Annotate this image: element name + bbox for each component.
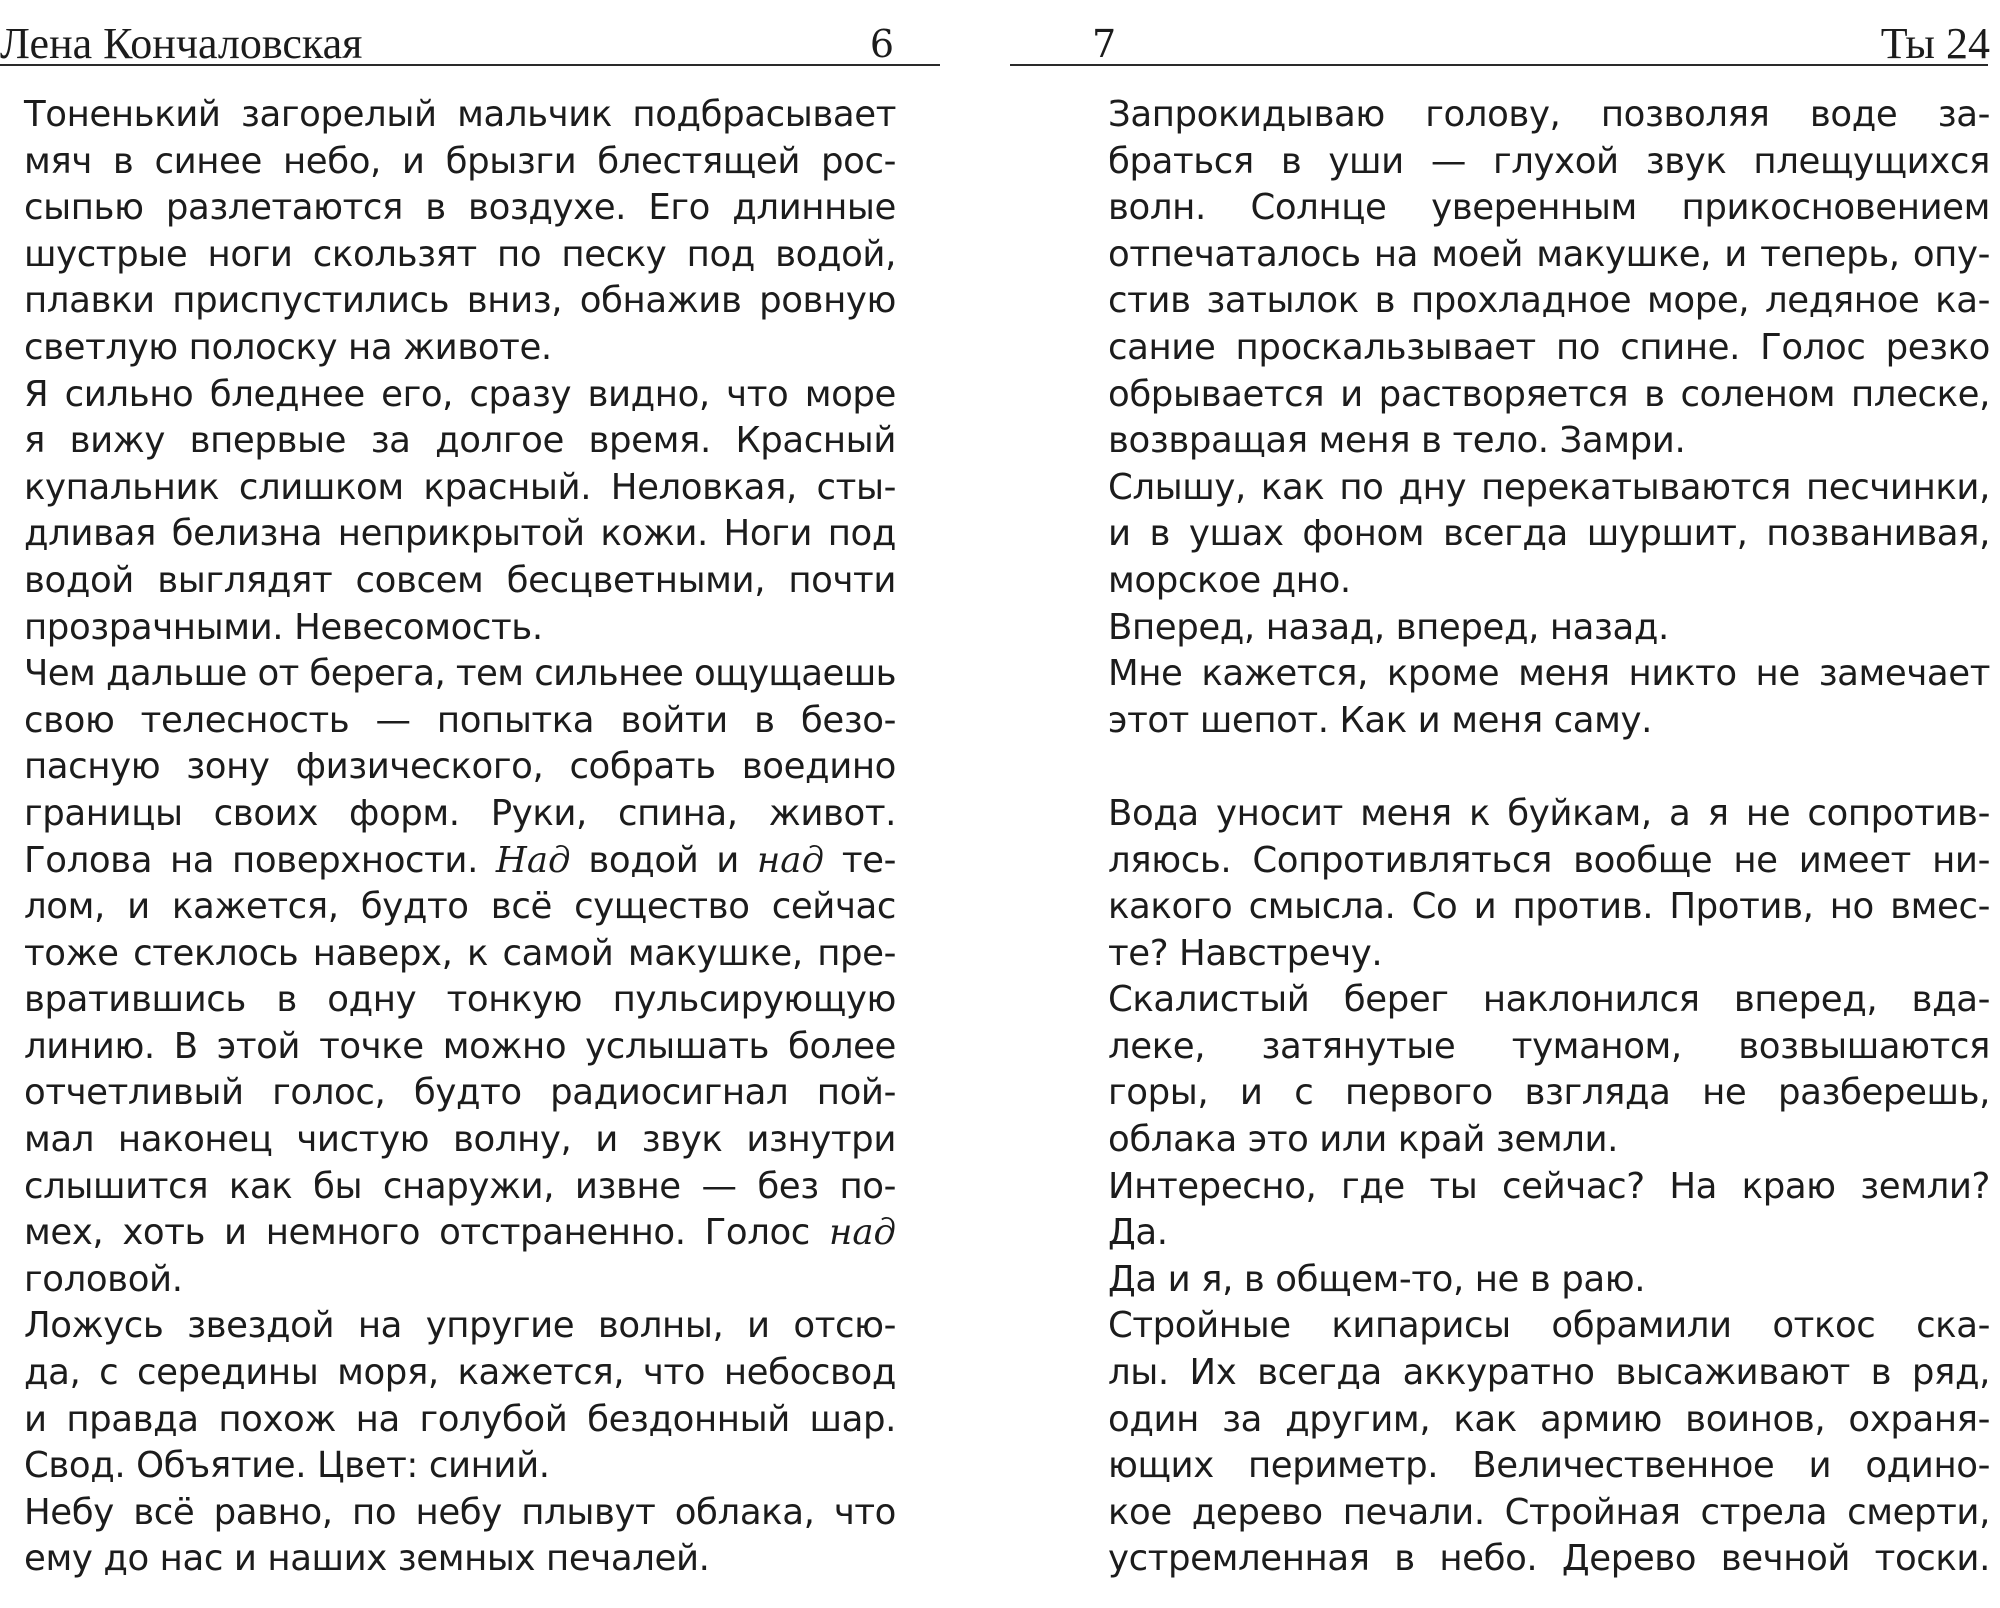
text-line: тоже стеклось наверх, к самой макушке, пре-: [24, 932, 896, 974]
text-line: отпечаталось на моей макушке, и теперь, опу-: [1108, 233, 1990, 275]
body-text: [1108, 92, 1990, 1583]
text-line: и в ушах фоном всегда шуршит, позванивая,: [1108, 513, 1990, 555]
text-line: Да.: [1108, 1212, 1168, 1254]
text-line: облака это или край земли.: [1108, 1119, 1619, 1161]
text-line: Свод. Объятие. Цвет: синий.: [24, 1445, 550, 1487]
text-line: один за другим, как армию воинов, охраня-: [1108, 1398, 1990, 1440]
text-line: Слышу, как по дну перекатываются песчинки,: [1108, 466, 1990, 508]
header-rule: [1010, 64, 1988, 66]
text-line: браться в уши — глухой звук плещущихся: [1108, 140, 1990, 182]
header-rule: [0, 64, 940, 66]
text-line: те? Навстречу.: [1108, 932, 1383, 974]
text-line: возвращая меня в тело. Замри.: [1108, 420, 1686, 462]
text-line: обрывается и растворяется в соленом плеске,: [1108, 373, 1990, 415]
text-line: сание проскальзывает по спине. Голос резко: [1108, 326, 1990, 368]
text-line: линию. В этой точке можно услышать более: [24, 1025, 896, 1067]
text-line: какого смысла. Со и против. Против, но вмес-: [1108, 886, 1990, 928]
text-line: Тоненький загорелый мальчик подбрасывает: [24, 94, 896, 135]
text-line: свою телесность — попытка войти в безо-: [24, 699, 896, 741]
text-line: Мне кажется, кроме меня никто не замечает: [1108, 653, 1990, 695]
text-line: леке, затянутые туманом, возвышаются: [1108, 1025, 1990, 1067]
emphasis: над: [828, 1212, 896, 1254]
page-number: 6: [869, 22, 894, 66]
text-line: светлую полоску на животе.: [24, 326, 552, 368]
text-line: Я сильно бледнее его, сразу видно, что море: [24, 373, 896, 415]
page-number: 7: [1092, 22, 1117, 66]
text-line: мяч в синее небо, и брызги блестящей рос-: [24, 140, 896, 182]
text-line: дливая белизна неприкрытой кожи. Ноги под: [24, 513, 896, 555]
running-title: Лена Кончаловская: [0, 19, 363, 68]
text-line: Вперед, назад, вперед, назад.: [1108, 606, 1669, 648]
text-line: шустрые ноги скользят по песку под водой,: [24, 233, 896, 275]
text-line: ему до нас и наших земных печалей.: [24, 1538, 710, 1580]
text-line: сыпью разлетаются в воздухе. Его длинные: [24, 187, 896, 229]
text-line: купальник слишком красный. Неловкая, сты-: [24, 466, 896, 508]
text-line: лом, и кажется, будто всё существо сейчас: [24, 886, 896, 928]
text-line: прозрачными. Невесомость.: [24, 606, 543, 648]
left-page: [0, 0, 945, 1608]
text-line: отчетливый голос, будто радиосигнал пой-: [24, 1072, 896, 1114]
text-line: Интересно, где ты сейчас? На краю земли?: [1108, 1165, 1990, 1207]
text-line: мал наконец чистую волну, и звук изнутри: [24, 1119, 896, 1161]
text-line: Чем дальше от берега, тем сильнее ощущаешь: [24, 653, 896, 695]
text-line: слышится как бы снаружи, извне — без по-: [24, 1165, 896, 1207]
running-head: [0, 18, 938, 70]
text-line: ляюсь. Сопротивляться вообще не имеет ни-: [1108, 839, 1990, 881]
text-line: этот шепот. Как и меня саму.: [1108, 699, 1653, 741]
text-line: устремленная в небо. Дерево вечной тоски.: [1108, 1538, 1990, 1580]
text-line: Небу всё равно, по небу плывут облака, что: [24, 1491, 896, 1533]
text-line: водой выглядят совсем бесцветными, почти: [24, 559, 896, 601]
text-line: Скалистый берег наклонился вперед, вда-: [1108, 979, 1990, 1021]
text-line: плавки приспустились вниз, обнажив ровную: [24, 280, 896, 322]
text-line: волн. Солнце уверенным прикосновением: [1108, 187, 1990, 229]
text-line: я вижу впервые за долгое время. Красный: [24, 420, 896, 462]
right-page: [1010, 0, 1990, 1608]
body-text: [24, 92, 896, 1583]
text-line: вратившись в одну тонкую пульсирующую: [24, 979, 896, 1021]
text-line: кое дерево печали. Стройная стрела смерти,: [1108, 1491, 1990, 1533]
emphasis: Над: [495, 839, 571, 881]
text-line: стив затылок в прохладное море, ледяное ка-: [1108, 280, 1990, 322]
text-line: [1108, 744, 1990, 791]
emphasis: над: [756, 839, 824, 881]
text-line: мех, хоть и немного отстраненно. Голос над: [24, 1212, 896, 1254]
text-line: ющих периметр. Величественное и одино-: [1108, 1445, 1990, 1487]
text-line: пасную зону физического, собрать воедино: [24, 746, 896, 788]
text-line: морское дно.: [1108, 559, 1351, 601]
text-line: да, с середины моря, кажется, что небосвод: [24, 1352, 896, 1394]
text-line: Ложусь звездой на упругие волны, и отсю-: [24, 1305, 896, 1347]
text-line: лы. Их всегда аккуратно высаживают в ряд,: [1108, 1352, 1990, 1394]
running-head: [1092, 18, 1990, 70]
text-line: головой.: [24, 1258, 183, 1300]
text-line: горы, и с первого взгляда не разберешь,: [1108, 1072, 1990, 1114]
text-line: Голова на поверхности. Над водой и над те-: [24, 839, 896, 881]
text-line: Стройные кипарисы обрамили откос ска-: [1108, 1305, 1990, 1347]
text-line: Запрокидываю голову, позволяя воде за-: [1108, 94, 1990, 135]
text-line: и правда похож на голубой бездонный шар.: [24, 1398, 896, 1440]
text-line: границы своих форм. Руки, спина, живот.: [24, 792, 896, 834]
text-line: Вода уносит меня к буйкам, а я не сопротив-: [1108, 792, 1990, 834]
text-line: Да и я, в общем-то, не в раю.: [1108, 1258, 1646, 1300]
running-title: Ты 24: [1880, 19, 1990, 68]
